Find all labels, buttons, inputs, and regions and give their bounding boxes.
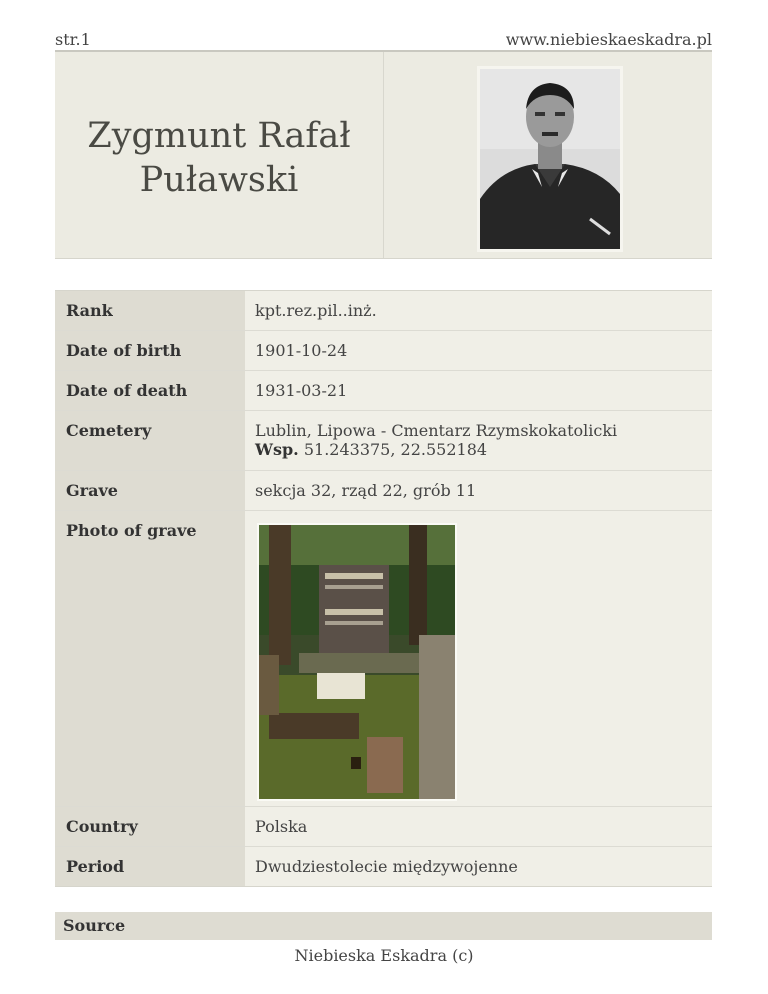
detail-value: Dwudziestolecie międzywojenne [245,847,712,886]
cemetery-name: Lublin, Lipowa - Cmentarz Rzymskokatolicki [255,421,618,440]
detail-row-cemetery [55,411,712,471]
source-heading: Source [55,912,712,940]
coords-value: 51.243375, 22.552184 [303,440,488,459]
detail-label: Photo of grave [55,511,245,806]
source-value: Niebieska Eskadra (c) [294,946,474,965]
detail-value: 1931-03-21 [245,371,712,410]
person-header [55,50,712,259]
grave-photo [257,523,457,801]
detail-label: Rank [55,291,245,330]
portrait-photo [477,66,623,252]
detail-value: Polska [245,807,712,846]
detail-row-grave [55,471,712,511]
person-name: Zygmunt Rafał Puławski [87,116,351,200]
detail-row-birth [55,331,712,371]
detail-value: kpt.rez.pil..inż. [245,291,712,330]
detail-row-grave-photo [55,511,712,807]
detail-row-country [55,807,712,847]
page-number: str.1 [55,30,91,49]
detail-label: Date of death [55,371,245,410]
details-table [55,290,712,887]
detail-label: Grave [55,471,245,510]
detail-label: Country [55,807,245,846]
detail-row-rank [55,291,712,331]
detail-value: 1901-10-24 [245,331,712,370]
detail-row-death [55,371,712,411]
detail-label: Cemetery [55,411,245,470]
detail-label: Date of birth [55,331,245,370]
detail-value: sekcja 32, rząd 22, grób 11 [245,471,712,510]
site-url: www.niebieskaeskadra.pl [505,30,712,49]
detail-label: Period [55,847,245,886]
page-header-bar [55,30,712,50]
coords-label: Wsp. [255,440,299,459]
detail-row-period [55,847,712,886]
